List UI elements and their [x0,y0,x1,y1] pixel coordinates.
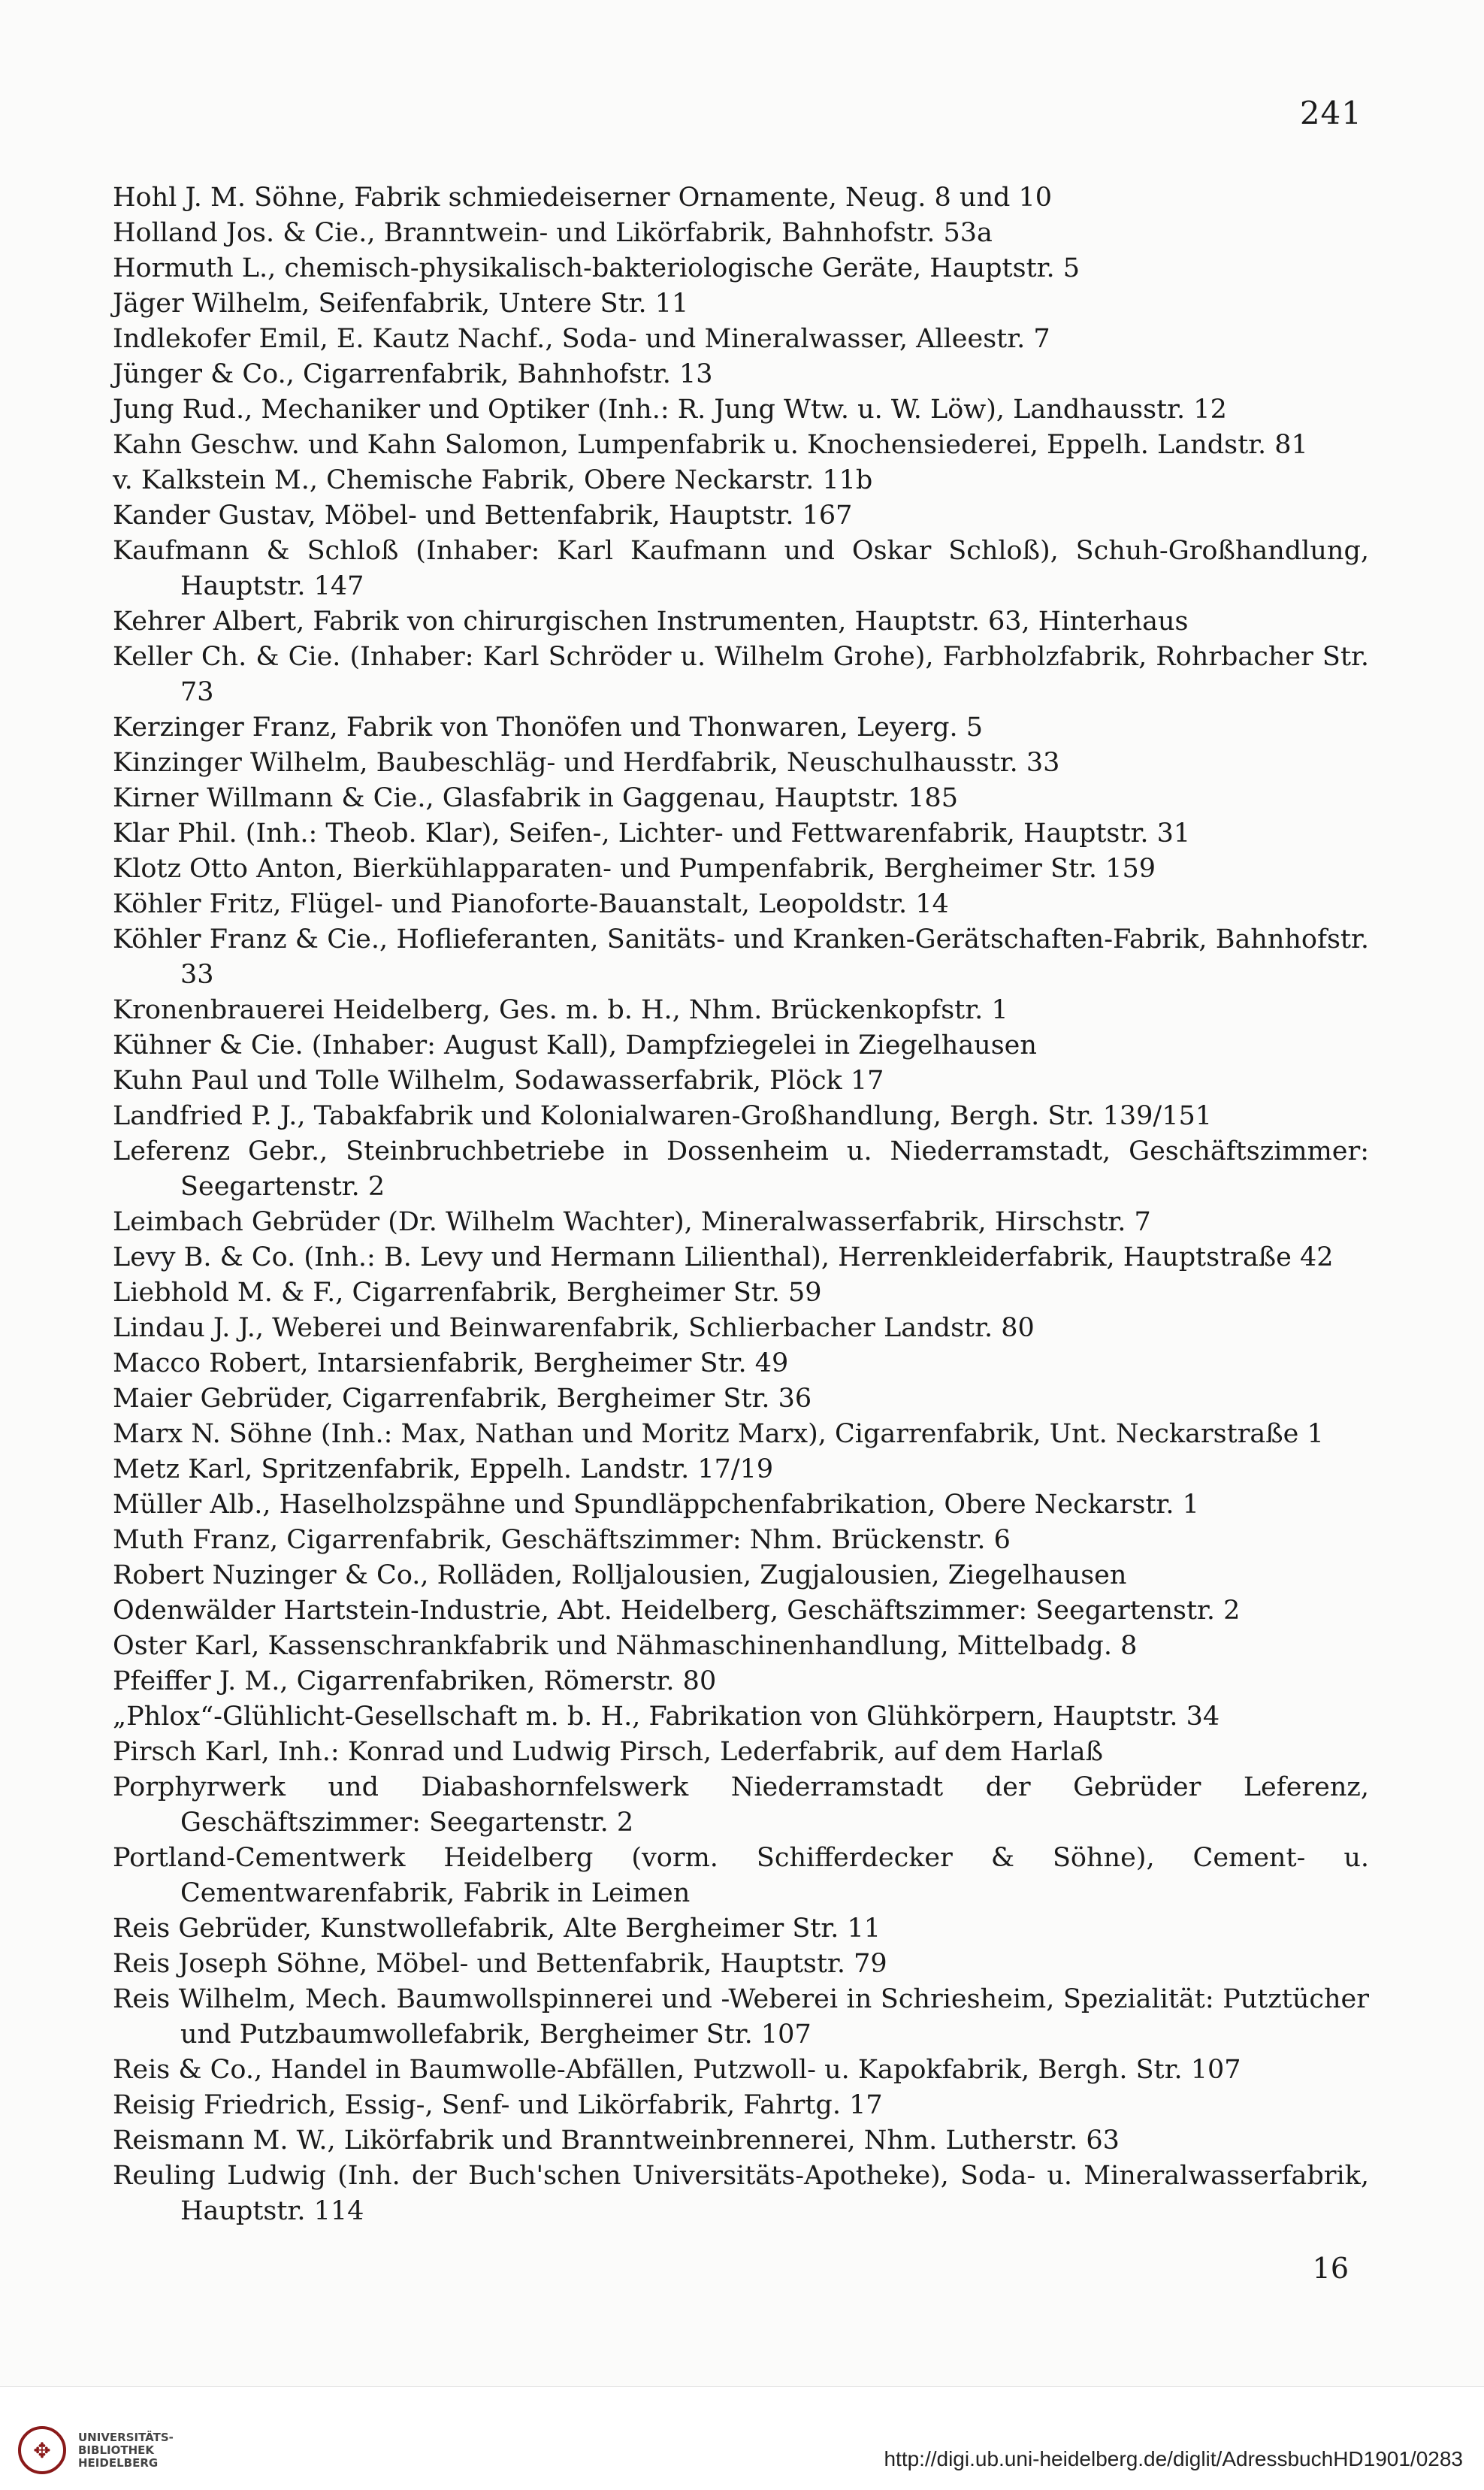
directory-entry: Kinzinger Wilhelm, Baubeschläg- und Herdfabrik, Neuschulhausstr. 33 [113,748,1060,778]
directory-entry: Hormuth L., chemisch-physikalisch-bakteriologische Geräte, Hauptstr. 5 [113,253,1081,283]
directory-entry: Odenwälder Hartstein-Industrie, Abt. Heidelberg, Geschäftszimmer: Seegartenstr. 2 [113,1596,1241,1626]
directory-entry: Holland Jos. & Cie., Branntwein- und Likörfabrik, Bahnhofstr. 53a [113,218,993,248]
directory-entry: Leimbach Gebrüder (Dr. Wilhelm Wachter), Mineralwasserfabrik, Hirschstr. 7 [113,1207,1151,1237]
directory-entry: Kahn Geschw. und Kahn Salomon, Lumpenfabrik u. Knochensiederei, Eppelh. Landstr. 81 [113,430,1308,460]
directory-entry: Kirner Willmann & Cie., Glasfabrik in Gaggenau, Hauptstr. 185 [113,783,958,813]
directory-entry: Landfried P. J., Tabakfabrik und Kolonialwaren-Großhandlung, Bergh. Str. 139/151 [113,1101,1212,1131]
directory-entry: Reis Joseph Söhne, Möbel- und Bettenfabrik, Hauptstr. 79 [113,1949,887,1979]
directory-entry: Reis Wilhelm, Mech. Baumwollspinnerei und -Weberei in Schriesheim, Spezialität: Putztücher und Putzbaumwollefabrik, Bergheimer Str. 107 [113,1984,1369,2050]
directory-entry: Oster Karl, Kassenschrankfabrik und Nähmaschinenhandlung, Mittelbadg. 8 [113,1631,1138,1661]
directory-entry: Muth Franz, Cigarrenfabrik, Geschäftszimmer: Nhm. Brückenstr. 6 [113,1525,1011,1555]
directory-entry: Robert Nuzinger & Co., Rolläden, Rolljalousien, Zugjalousien, Ziegelhausen [113,1560,1127,1590]
directory-entry: Kühner & Cie. (Inhaber: August Kall), Dampfziegelei in Ziegelhausen [113,1030,1037,1060]
directory-entry: Lindau J. J., Weberei und Beinwarenfabrik, Schlierbacher Landstr. 80 [113,1313,1035,1343]
page-number: 241 [1299,95,1362,132]
directory-entry: v. Kalkstein M., Chemische Fabrik, Obere Neckarstr. 11b [113,465,873,495]
directory-entry: Kronenbrauerei Heidelberg, Ges. m. b. H., Nhm. Brückenkopfstr. 1 [113,995,1008,1025]
library-name-line: BIBLIOTHEK [78,2443,154,2457]
printer-signature: 16 [1312,2252,1349,2285]
directory-entry: „Phlox“-Glühlicht-Gesellschaft m. b. H., Fabrikation von Glühkörpern, Hauptstr. 34 [113,1702,1220,1732]
directory-entry: Kehrer Albert, Fabrik von chirurgischen Instrumenten, Hauptstr. 63, Hinterhaus [113,607,1189,637]
directory-entry: Kaufmann & Schloß (Inhaber: Karl Kaufmann und Oskar Schloß), Schuh-Großhandlung, Hauptstr. 147 [113,536,1369,601]
directory-entry: Keller Ch. & Cie. (Inhaber: Karl Schröder u. Wilhelm Grohe), Farbholzfabrik, Rohrbacher Str. 73 [113,642,1369,707]
directory-entry: Metz Karl, Spritzenfabrik, Eppelh. Landstr. 17/19 [113,1454,774,1484]
directory-entry: Leferenz Gebr., Steinbruchbetriebe in Dossenheim u. Niederramstadt, Geschäftszimmer: Seegartenstr. 2 [113,1136,1369,1202]
directory-entry: Pfeiffer J. M., Cigarrenfabriken, Römerstr. 80 [113,1666,717,1696]
directory-entry: Müller Alb., Haselholzspähne und Spundläppchenfabrikation, Obere Neckarstr. 1 [113,1490,1199,1520]
directory-entry: Macco Robert, Intarsienfabrik, Bergheimer Str. 49 [113,1348,789,1378]
directory-entry: Köhler Fritz, Flügel- und Pianoforte-Bauanstalt, Leopoldstr. 14 [113,889,949,919]
directory-entry: Porphyrwerk und Diabashornfelswerk Niederramstadt der Gebrüder Leferenz, Geschäftszimmer: Seegartenstr. 2 [113,1772,1369,1838]
library-name [78,2431,174,2470]
directory-entry: Kerzinger Franz, Fabrik von Thonöfen und Thonwaren, Leyerg. 5 [113,713,984,743]
directory-entry: Indlekofer Emil, E. Kautz Nachf., Soda- und Mineralwasser, Alleestr. 7 [113,324,1050,354]
directory-entry: Klotz Otto Anton, Bierkühlapparaten- und Pumpenfabrik, Bergheimer Str. 159 [113,854,1156,884]
directory-entry: Reis Gebrüder, Kunstwollefabrik, Alte Bergheimer Str. 11 [113,1914,881,1944]
directory-entry: Köhler Franz & Cie., Hoflieferanten, Sanitäts- und Kranken-Gerätschaften-Fabrik, Bahnhofstr. 33 [113,924,1369,990]
library-logo [18,2426,174,2474]
source-url-link[interactable]: http://digi.ub.uni-heidelberg.de/diglit/AdressbuchHD1901/0283 [884,2447,1463,2470]
directory-entry: Reuling Ludwig (Inh. der Buch'schen Universitäts-Apotheke), Soda- u. Mineralwasserfabrik, Hauptstr. 114 [113,2161,1369,2226]
directory-entry: Maier Gebrüder, Cigarrenfabrik, Bergheimer Str. 36 [113,1384,812,1414]
directory-entry: Reis & Co., Handel in Baumwolle-Abfällen, Putzwoll- u. Kapokfabrik, Bergh. Str. 107 [113,2055,1241,2085]
directory-entry: Liebhold M. & F., Cigarrenfabrik, Bergheimer Str. 59 [113,1278,822,1308]
directory-entry: Kander Gustav, Möbel- und Bettenfabrik, Hauptstr. 167 [113,501,853,531]
directory-entry: Marx N. Söhne (Inh.: Max, Nathan und Moritz Marx), Cigarrenfabrik, Unt. Neckarstraße 1 [113,1419,1324,1449]
directory-entry: Hohl J. M. Söhne, Fabrik schmiedeiserner Ornamente, Neug. 8 und 10 [113,183,1053,213]
directory-entry: Portland-Cementwerk Heidelberg (vorm. Schifferdecker & Söhne), Cement- u. Cementwarenfabrik, Fabrik in Leimen [113,1843,1369,1908]
university-seal-icon: ✥ [18,2426,66,2474]
directory-entry: Reisig Friedrich, Essig-, Senf- und Likörfabrik, Fahrtg. 17 [113,2090,883,2120]
library-name-line: UNIVERSITÄTS- [78,2430,174,2444]
viewer-footer [0,2386,1484,2490]
directory-entry-list [113,180,1369,2229]
directory-entry: Kuhn Paul und Tolle Wilhelm, Sodawasserfabrik, Plöck 17 [113,1066,884,1096]
library-name-line: HEIDELBERG [78,2455,159,2470]
directory-entry: Jünger & Co., Cigarrenfabrik, Bahnhofstr. 13 [113,359,713,389]
directory-entry: Levy B. & Co. (Inh.: B. Levy und Hermann Lilienthal), Herrenkleiderfabrik, Hauptstraße 42 [113,1242,1334,1272]
directory-entry: Jung Rud., Mechaniker und Optiker (Inh.: R. Jung Wtw. u. W. Löw), Landhausstr. 12 [113,395,1227,425]
directory-entry: Jäger Wilhelm, Seifenfabrik, Untere Str. 11 [113,289,689,319]
directory-entry: Reismann M. W., Likörfabrik und Branntweinbrennerei, Nhm. Lutherstr. 63 [113,2125,1120,2156]
directory-entry: Klar Phil. (Inh.: Theob. Klar), Seifen-, Lichter- und Fettwarenfabrik, Hauptstr. 31 [113,818,1191,849]
directory-entry: Pirsch Karl, Inh.: Konrad und Ludwig Pirsch, Lederfabrik, auf dem Harlaß [113,1737,1104,1767]
